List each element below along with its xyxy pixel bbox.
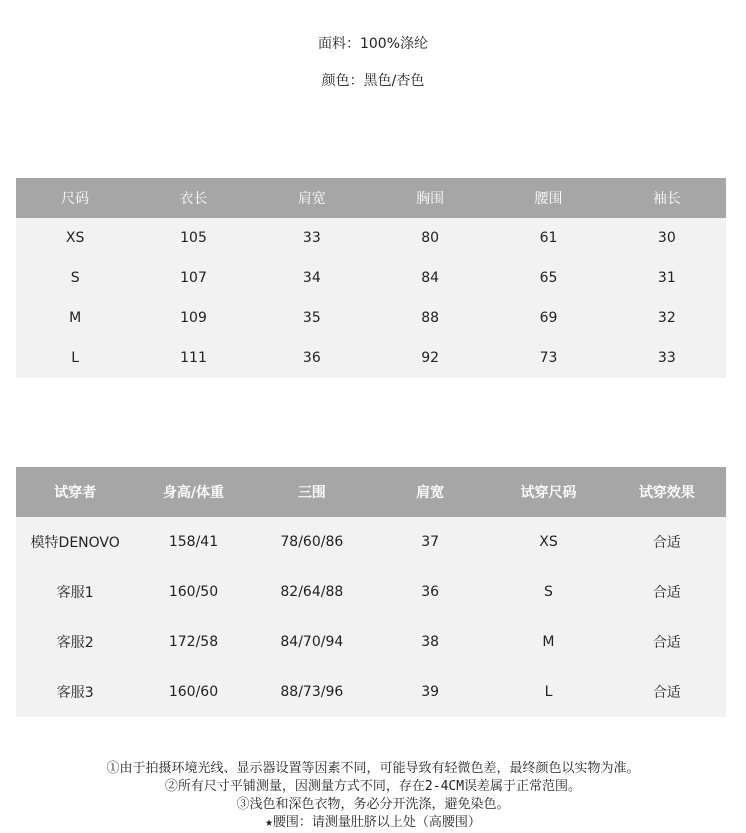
table-cell: 82/64/88 [253,567,371,617]
table-cell: 37 [371,517,489,567]
table-cell: 88 [371,298,489,338]
table-cell: 111 [134,338,252,378]
table-cell: 合适 [608,667,726,717]
table-cell: S [16,258,134,298]
size-header-sleeve: 袖长 [608,178,726,218]
table-cell: XS [489,517,607,567]
table-cell: 31 [608,258,726,298]
table-cell: 160/60 [134,667,252,717]
table-cell: 172/58 [134,617,252,667]
table-cell: 69 [489,298,607,338]
table-cell: 88/73/96 [253,667,371,717]
fit-header-try-size: 试穿尺码 [489,467,607,517]
table-cell: M [16,298,134,338]
fit-header-shoulder: 肩宽 [371,467,489,517]
note-washing: ③浅色和深色衣物，务必分开洗涤，避免染色。 [236,797,510,812]
table-row [16,218,726,258]
care-notes [0,760,746,832]
table-cell: 78/60/86 [253,517,371,567]
table-cell: 84/70/94 [253,617,371,667]
table-cell: 合适 [608,617,726,667]
table-cell: 107 [134,258,252,298]
table-cell: 客服3 [16,667,134,717]
size-chart-table [16,178,726,378]
size-table-header-row [16,178,726,218]
table-cell: 160/50 [134,567,252,617]
table-row [16,667,726,717]
size-header-shoulder: 肩宽 [253,178,371,218]
table-cell: 73 [489,338,607,378]
fit-header-wearer: 试穿者 [16,467,134,517]
table-row [16,338,726,378]
table-cell: S [489,567,607,617]
table-cell: 105 [134,218,252,258]
note-measurement: ②所有尺寸平铺测量，因测量方式不同，存在2-4CM误差属于正常范围。 [164,779,582,794]
table-cell: 109 [134,298,252,338]
table-cell: M [489,617,607,667]
table-cell: 合适 [608,567,726,617]
note-waist: ★腰围：请测量肚脐以上处（高腰围） [265,815,481,830]
fit-header-height-weight: 身高/体重 [134,467,252,517]
table-cell: 模特DENOVO [16,517,134,567]
size-header-length: 衣长 [134,178,252,218]
table-cell: L [16,338,134,378]
table-row [16,298,726,338]
table-cell: 30 [608,218,726,258]
table-cell: 35 [253,298,371,338]
try-on-table [16,467,726,717]
table-cell: 36 [253,338,371,378]
fit-header-measurements: 三围 [253,467,371,517]
note-color-difference: ①由于拍摄环境光线、显示器设置等因素不同，可能导致有轻微色差，最终颜色以实物为准。 [106,761,640,776]
table-cell: 合适 [608,517,726,567]
table-cell: 80 [371,218,489,258]
table-cell: 38 [371,617,489,667]
table-cell: 84 [371,258,489,298]
color-info: 颜色：黑色/杏色 [321,73,425,89]
table-row [16,517,726,567]
table-cell: 36 [371,567,489,617]
table-cell: 33 [253,218,371,258]
table-cell: 61 [489,218,607,258]
table-cell: 客服1 [16,567,134,617]
table-cell: 65 [489,258,607,298]
fabric-info: 面料：100%涤纶 [317,36,429,52]
fit-header-effect: 试穿效果 [608,467,726,517]
table-cell: 39 [371,667,489,717]
table-cell: 92 [371,338,489,378]
table-cell: 客服2 [16,617,134,667]
table-row [16,258,726,298]
table-row [16,617,726,667]
table-cell: L [489,667,607,717]
table-cell: XS [16,218,134,258]
table-cell: 158/41 [134,517,252,567]
table-row [16,567,726,617]
fit-table-header-row [16,467,726,517]
size-header-size: 尺码 [16,178,134,218]
table-cell: 32 [608,298,726,338]
table-cell: 34 [253,258,371,298]
table-cell: 33 [608,338,726,378]
size-header-waist: 腰围 [489,178,607,218]
size-header-chest: 胸围 [371,178,489,218]
